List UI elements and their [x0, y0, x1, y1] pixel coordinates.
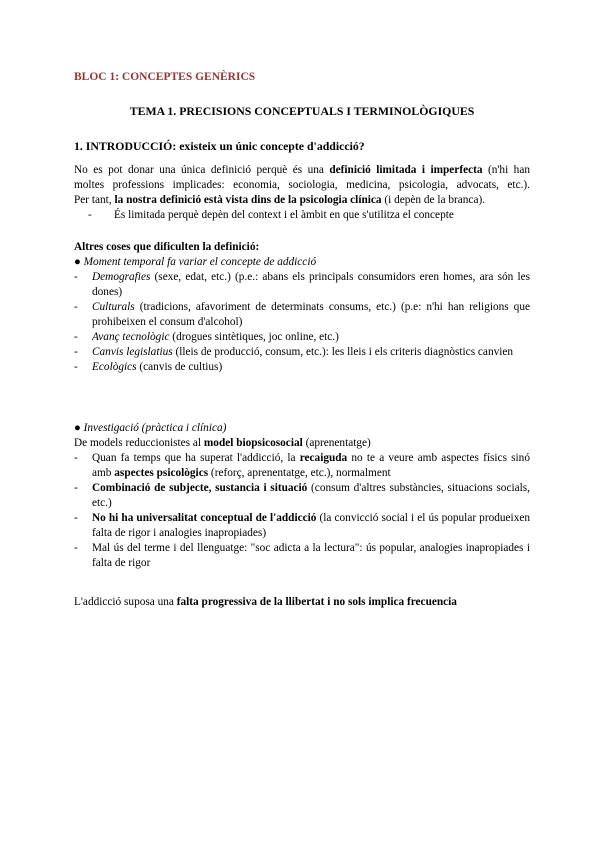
- item-text: (drogues sintètiques, joc online, etc.): [169, 331, 339, 343]
- emphasis-text: model biopsicosocial: [203, 437, 303, 449]
- moment-temporal-label: ● Moment temporal fa variar el concepte de addicció: [74, 256, 317, 268]
- item-name: Ecològics: [92, 361, 137, 373]
- bloc-title: BLOC 1: CONCEPTES GENÈRICS: [74, 71, 256, 83]
- list-item: [74, 511, 530, 541]
- item-name: Demografies: [92, 271, 151, 283]
- item-text: (lleis de producció, consum, etc.): les lleis i els criteris diagnòstics canvien: [172, 346, 514, 358]
- dash-icon: -: [74, 301, 78, 313]
- dash-icon: -: [74, 271, 78, 283]
- emphasis-text: definició limitada i imperfecta: [329, 164, 483, 176]
- list-item: [74, 300, 530, 330]
- list-item: [74, 270, 530, 300]
- dash-icon: -: [74, 361, 78, 373]
- emphasis-text: No hi ha universalitat conceptual de l'addicció: [92, 512, 317, 524]
- item-name: Avanç tecnològic: [92, 331, 170, 343]
- intro-line-3: [74, 193, 530, 208]
- text: (aprenentatge): [302, 437, 371, 449]
- final-statement: [74, 595, 530, 610]
- intro-line-2: moltes professions implicades: economia, sociologia, medicina, psicologia, advocats, etc.).: [74, 179, 530, 191]
- investigacio-intro: [74, 436, 530, 451]
- text: No es pot donar una única definició perquè és una: [74, 164, 330, 176]
- intro-bullet: [88, 208, 530, 223]
- item-text: (canvis de cultius): [136, 361, 223, 373]
- item-text: (tradicions, afavoriment de determinats consums, etc.) (p.e: n'hi han religions que prohibeixen el consum d'alcohol): [92, 301, 530, 328]
- item-text: (sexe, edat, etc.) (p.e.: abans els principals consumidors eren homes, ara són les dones): [92, 271, 530, 298]
- factor-list: [74, 270, 530, 375]
- text: És limitada perquè depèn del context i el àmbit en que s'utilitza el concepte: [114, 209, 454, 221]
- intro-paragraph: [74, 163, 530, 223]
- list-item: [74, 360, 530, 375]
- dash-icon: -: [88, 209, 92, 221]
- item-name: Culturals: [92, 301, 135, 313]
- dash-icon: -: [74, 482, 78, 494]
- emphasis-text: la nostra definició està vista dins de la psicologia clínica: [114, 194, 382, 206]
- list-item: [74, 541, 530, 571]
- altres-heading: Altres coses que dificulten la definició:: [74, 241, 260, 253]
- list-item: [74, 481, 530, 511]
- text: L'addicció suposa una: [74, 596, 177, 608]
- emphasis-text: Combinació de subjecte, sustancia i situació: [92, 482, 308, 494]
- emphasis-text: falta progressiva de la llibertat i no sols implica frecuencia: [176, 596, 457, 608]
- text: De models reduccionistes al: [74, 437, 204, 449]
- text: Quan fa temps que ha superat l'addicció, la: [92, 452, 300, 464]
- intro-line-1: [74, 163, 530, 178]
- text: (n'hi han: [482, 164, 530, 176]
- text: Mal ús del terme i del llenguatge: "soc adicta a la lectura": ús popular, analogies inapropiades i falta de rigor: [92, 542, 530, 569]
- text: (reforç, aprenentatge, etc.), normalment: [208, 467, 391, 479]
- text: (i depèn de la branca).: [381, 194, 486, 206]
- list-item: [74, 345, 530, 360]
- list-item: [74, 451, 530, 481]
- text: (consum d'altres substàncies, situacions socials, etc.): [92, 482, 530, 509]
- emphasis-text: aspectes psicològics: [114, 467, 209, 479]
- dash-icon: -: [74, 452, 78, 464]
- dash-icon: -: [74, 512, 78, 524]
- item-name: Canvis legislatius: [92, 346, 173, 358]
- tema-title: TEMA 1. PRECISIONS CONCEPTUALS I TERMINOLÒGIQUES: [129, 104, 475, 118]
- dash-icon: -: [74, 331, 78, 343]
- dash-icon: -: [74, 542, 78, 554]
- text: Per tant,: [74, 194, 115, 206]
- investigacio-label: ● Investigació (pràctica i clínica): [74, 422, 227, 434]
- text: no te a veure amb aspectes físics sinó amb: [92, 452, 530, 479]
- section-heading-introduccio: 1. INTRODUCCIÓ: existeix un únic concepte d'addicció?: [74, 139, 365, 153]
- investigacio-section: [74, 421, 530, 571]
- list-item: [74, 330, 530, 345]
- dash-icon: -: [74, 346, 78, 358]
- investigacio-list: [74, 451, 530, 571]
- emphasis-text: recaiguda: [299, 452, 348, 464]
- text: (la convicció social i el ús popular produeixen falta de rigor i analogies inapropiades): [92, 512, 531, 539]
- altres-section: [74, 255, 530, 375]
